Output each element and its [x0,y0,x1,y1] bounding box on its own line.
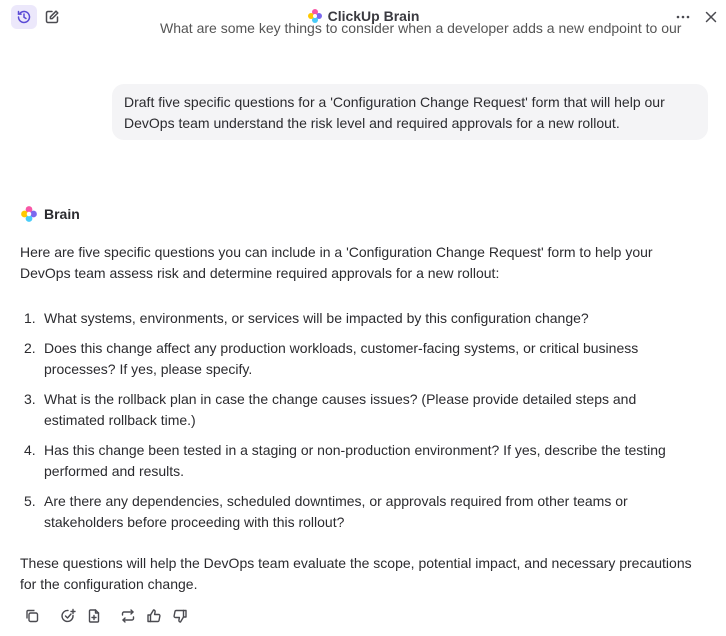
assistant-name: Brain [44,206,80,222]
list-text: Are there any dependencies, scheduled downtimes, or approvals required from other teams or stakeholders before proceeding with this rollout? [44,493,628,530]
thumbs-up-icon[interactable] [146,608,164,626]
add-doc-icon[interactable] [86,608,104,626]
list-text: Does this change affect any production workloads, customer-facing systems, or critical business processes? If yes, please specify. [44,340,639,377]
copy-icon[interactable] [24,608,42,626]
brain-logo-icon [20,205,38,223]
close-button[interactable] [698,5,724,29]
thumbs-down-icon[interactable] [172,608,190,626]
list-number: 4. [24,442,36,458]
title-text: ClickUp Brain [327,8,420,24]
list-number: 5. [24,493,36,509]
list-text: What is the rollback plan in case the change causes issues? (Please provide detailed steps and estimated rollback time.) [44,391,637,428]
check-add-icon[interactable] [60,608,78,626]
list-number: 1. [24,310,36,326]
user-message: Draft five specific questions for a 'Configuration Change Request' form that will help our DevOps team understand the risk level and required approvals for a new rollout. [112,84,708,140]
assistant-outro: These questions will help the DevOps team evaluate the scope, potential impact, and necessary precautions for the configuration change. [20,555,692,592]
list-number: 2. [24,340,36,356]
list-text: Has this change been tested in a staging or non-production environment? If yes, describe the testing performed and results. [44,442,666,479]
close-icon [704,10,718,24]
assistant-intro: Here are five specific questions you can include in a 'Configuration Change Request' form to help your DevOps team assess risk and determine required approvals for a new rollout: [20,244,653,281]
list-number: 3. [24,391,36,407]
previous-message-fragment: What are some key things to consider when a developer adds a new endpoint to our [160,20,682,36]
repeat-icon[interactable] [120,608,138,626]
list-text: What systems, environments, or services will be impacted by this configuration change? [44,310,589,326]
assistant-header [20,205,80,223]
